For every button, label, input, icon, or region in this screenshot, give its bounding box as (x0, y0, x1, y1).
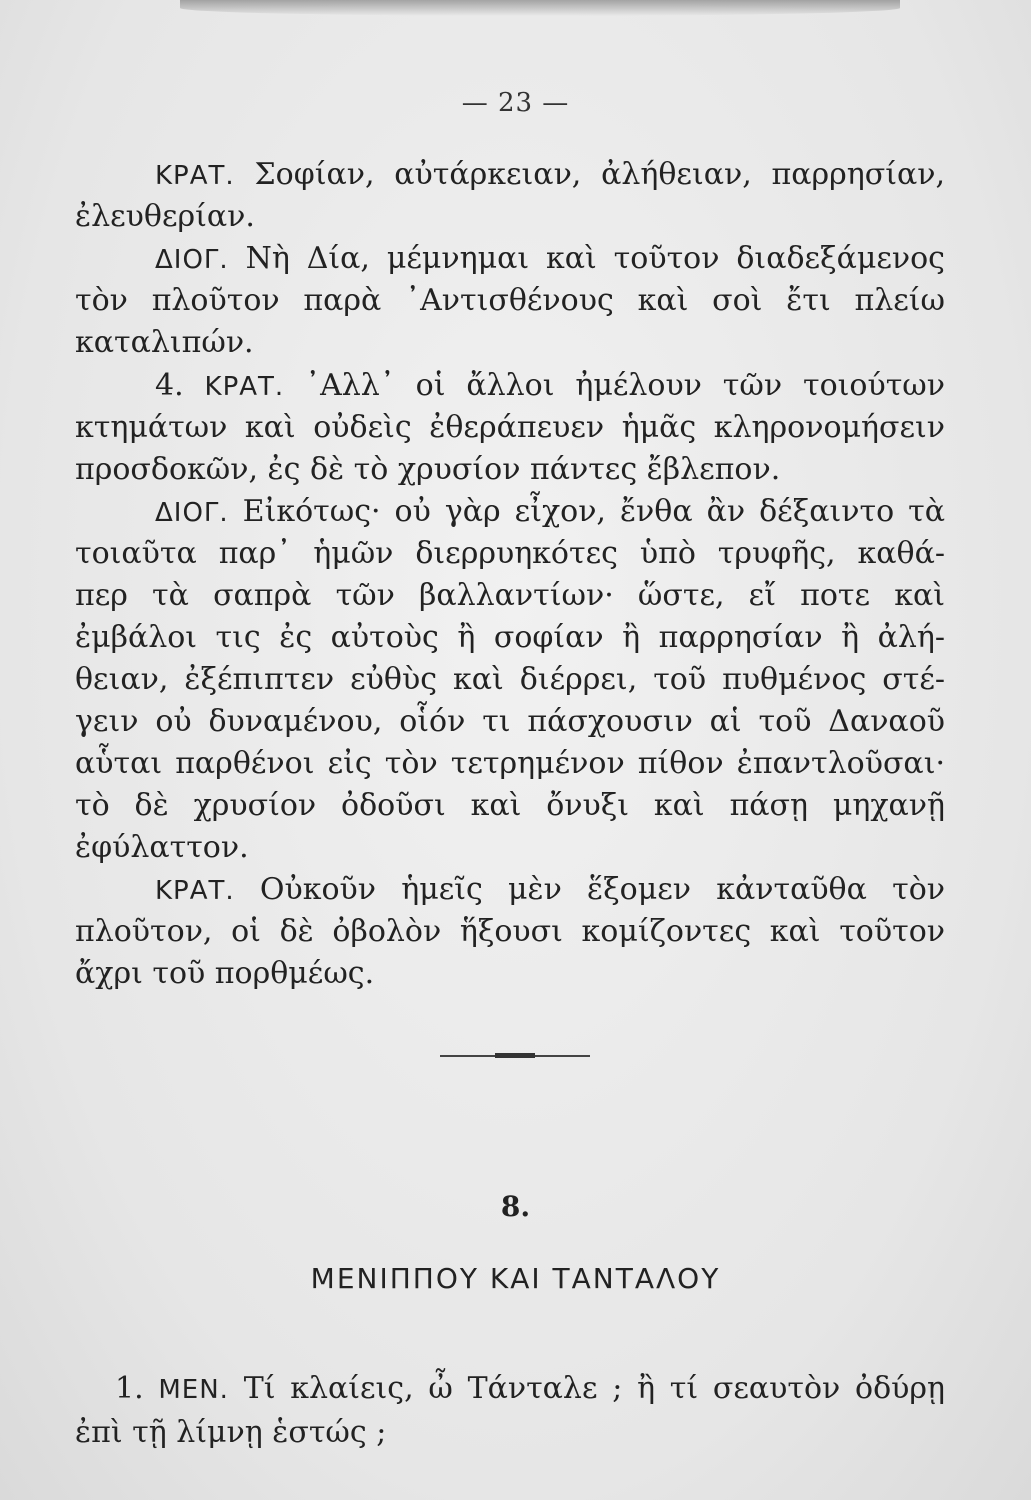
text-line: ΚΡΑΤ. Σοφίαν, αὐτάρκειαν, ἀλήθειαν, παρρησίαν, (155, 157, 945, 192)
speaker-label: ΚΡΑΤ. (204, 372, 285, 402)
text-line: ἄχρι τοῦ πορθμέως. (75, 956, 375, 991)
text-line: πλοῦτον, οἱ δὲ ὀβολὸν ἥξουσι κομίζοντες καὶ τοῦτον (75, 914, 945, 949)
text-line: τὸ δὲ χρυσίον ὀδοῦσι καὶ ὄνυξι καὶ πάσῃ μηχανῇ (75, 788, 945, 823)
page-number: — 23 — (461, 88, 570, 118)
paragraph-number: 1. (115, 1371, 144, 1406)
text-line: ΔΙΟΓ. Νὴ Δία, μέμνημαι καὶ τοῦτον διαδεξάμενος (155, 241, 945, 276)
text-line: ἐπὶ τῇ λίμνῃ ἑστώς ; (75, 1415, 387, 1450)
binding-shadow (180, 0, 900, 16)
speaker-label: ΜΕΝ. (158, 1375, 229, 1405)
text-line: 4. ΚΡΑΤ. ᾿Αλλ᾿ οἱ ἄλλοι ἠμέλουν τῶν τοιούτων (155, 368, 945, 403)
text-line: 1. ΜΕΝ. Τί κλαίεις, ὦ Τάνταλε ; ἢ τί σεαυτὸν ὀδύρῃ (115, 1371, 945, 1406)
text-line: αὗται παρθένοι εἰς τὸν τετρημένον πίθον ἐπαντλοῦσαι· (75, 746, 945, 781)
speaker-label: ΚΡΑΤ. (155, 161, 235, 191)
text-line: κτημάτων καὶ οὐδεὶς ἐθεράπευεν ἡμᾶς κληρονομήσειν (75, 410, 945, 445)
text-line: θειαν, ἐξέπιπτεν εὐθὺς καὶ διέρρει, τοῦ πυθμένος στέ- (75, 662, 945, 697)
paragraph-number: 4. (155, 368, 184, 403)
text-line: ἐφύλαττον. (75, 830, 249, 865)
text-line: περ τὰ σαπρὰ τῶν βαλλαντίων· ὥστε, εἴ ποτε καὶ (75, 578, 945, 613)
text-line: γειν οὐ δυναμένου, οἷόν τι πάσχουσιν αἱ τοῦ Δαναοῦ (75, 704, 945, 739)
speaker-label: ΚΡΑΤ. (155, 876, 235, 906)
text-line: ΚΡΑΤ. Οὐκοῦν ἡμεῖς μὲν ἕξομεν κἀνταῦθα τὸν (155, 872, 945, 907)
text-line: τοιαῦτα παρ᾿ ἡμῶν διερρυηκότες ὑπὸ τρυφῆς, καθά- (75, 536, 945, 571)
speaker-label: ΔΙΟΓ. (155, 498, 229, 528)
text-line: ἐλευθερίαν. (75, 199, 255, 234)
text-line: προσδοκῶν, ἐς δὲ τὸ χρυσίον πάντες ἔβλεπον. (75, 452, 781, 487)
text-line: τὸν πλοῦτον παρὰ ᾿Αντισθένους καὶ σοὶ ἔτι πλείω (75, 283, 945, 318)
speaker-label: ΔΙΟΓ. (155, 245, 229, 275)
text-line: ΔΙΟΓ. Εἰκότως· οὐ γὰρ εἶχον, ἔνθα ἂν δέξαιντο τὰ (155, 494, 945, 529)
section-divider (440, 1055, 590, 1057)
text-line: καταλιπών. (75, 325, 254, 360)
section-title: ΜΕΝΙΠΠΟΥ ΚΑΙ ΤΑΝΤΑΛΟΥ (310, 1262, 721, 1295)
text-line: ἐμβάλοι τις ἐς αὐτοὺς ἢ σοφίαν ἢ παρρησίαν ἢ ἀλή- (75, 620, 945, 655)
section-number: 8. (500, 1190, 531, 1223)
